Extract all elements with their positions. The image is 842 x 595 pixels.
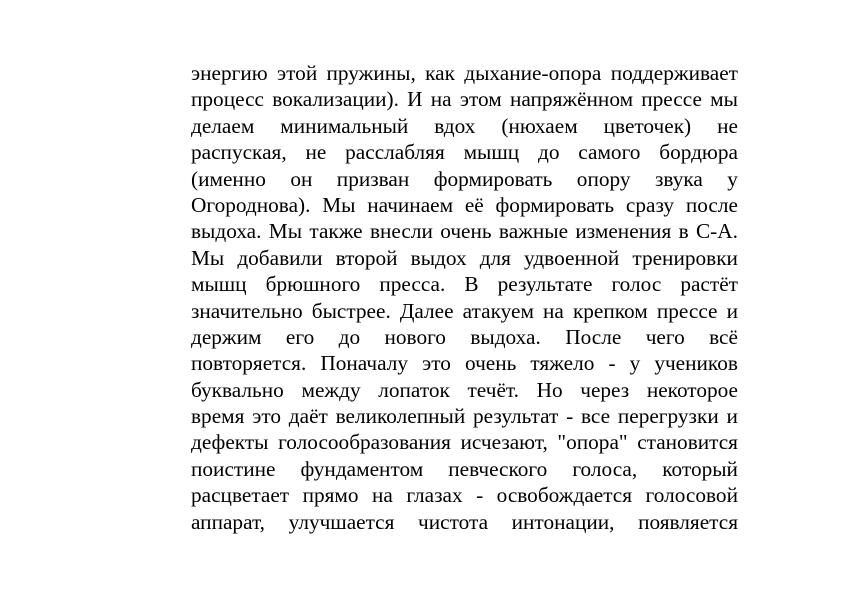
text-line <box>191 192 738 218</box>
text-word: С-А. <box>695 219 738 244</box>
text-word: у <box>727 166 738 191</box>
text-word: фундаментом <box>300 456 424 481</box>
text-word: тяжело <box>530 351 595 376</box>
text-word: голос <box>611 272 662 297</box>
text-word: нового <box>384 324 446 349</box>
text-word: выдоха. <box>191 219 262 244</box>
text-word: в <box>678 219 689 244</box>
text-word: поистине <box>191 456 276 481</box>
text-word: важные <box>498 219 569 244</box>
text-word: опору <box>576 166 631 191</box>
text-line <box>191 403 738 429</box>
text-word: формировать <box>433 166 553 191</box>
text-word: результате <box>497 272 593 297</box>
text-line <box>191 482 738 508</box>
text-word: Мы <box>191 245 225 270</box>
text-word: делаем <box>191 113 255 138</box>
text-word: всё <box>709 324 738 349</box>
text-word: держим <box>191 324 262 349</box>
text-word: вокализации). <box>272 87 399 112</box>
text-word: великолепный <box>335 404 466 429</box>
text-word: прессе <box>641 87 702 112</box>
text-word: Мы <box>322 192 356 217</box>
text-word: расслабляя <box>345 140 445 165</box>
text-word: Но <box>536 377 563 402</box>
text-word: (именно <box>191 166 266 191</box>
text-line <box>191 298 738 324</box>
text-word: И <box>407 87 423 112</box>
text-word: на <box>543 298 564 323</box>
text-word: некоторое <box>646 377 738 402</box>
text-word: энергию <box>191 61 268 85</box>
text-word: этой <box>277 61 318 85</box>
text-line <box>191 139 738 165</box>
text-word: и <box>726 298 738 323</box>
body-text <box>191 60 738 535</box>
text-word: Поначалу <box>320 351 409 376</box>
text-word: повторяется. <box>191 351 307 376</box>
text-word: распуская, <box>191 140 287 165</box>
text-word: певческого <box>448 456 548 481</box>
text-word: его <box>285 324 315 349</box>
text-line <box>191 509 738 535</box>
text-word: растёт <box>680 272 738 297</box>
text-word: аппарат, <box>191 509 265 534</box>
text-word: крепком <box>572 298 648 323</box>
text-word: цветочек) <box>603 113 692 138</box>
text-word: минимальный <box>280 113 409 138</box>
text-word: формировать <box>495 192 615 217</box>
text-line <box>191 377 738 403</box>
text-word: после <box>685 192 738 217</box>
text-word: Мы <box>268 219 303 244</box>
text-word: (нюхаем <box>501 113 578 138</box>
text-word: Огороднова). <box>191 192 311 217</box>
text-word: атакуем <box>462 298 534 323</box>
text-word: изменения <box>575 219 672 244</box>
text-word: как <box>425 61 455 85</box>
text-word: "опора" <box>557 430 628 455</box>
text-word: глазах <box>406 483 463 508</box>
text-word: интонации, <box>511 509 615 534</box>
text-word: между <box>301 377 361 402</box>
text-word: у <box>629 351 641 376</box>
text-word: голосообразования <box>278 430 451 455</box>
text-word: начинаем <box>367 192 454 217</box>
text-word: После <box>565 324 622 349</box>
text-line <box>191 350 738 376</box>
text-word: мышц <box>191 272 247 297</box>
text-line <box>191 218 738 244</box>
text-word: учеников <box>654 351 738 376</box>
text-word: выдох <box>410 245 467 270</box>
text-word: поддерживает <box>610 61 738 85</box>
text-word: быстрее. <box>311 298 391 323</box>
text-word: её <box>464 192 484 217</box>
text-word: призван <box>336 166 410 191</box>
text-word: прямо <box>302 483 359 508</box>
text-line <box>191 113 738 139</box>
text-word: голосовой <box>645 483 738 508</box>
text-word: на <box>430 87 452 112</box>
text-line <box>191 166 738 192</box>
text-word: звука <box>654 166 703 191</box>
text-word: время <box>191 404 245 429</box>
text-word: этом <box>459 87 502 112</box>
text-line <box>191 324 738 350</box>
text-word: брюшного <box>265 272 361 297</box>
text-word: - <box>566 404 574 429</box>
text-word: буквально <box>191 377 284 402</box>
text-line <box>191 271 738 297</box>
text-word: добавили <box>237 245 323 270</box>
text-word: все <box>580 404 611 429</box>
text-word: не <box>305 140 327 165</box>
text-word: внесли <box>369 219 433 244</box>
text-word: процесс <box>191 87 264 112</box>
text-word: чего <box>645 324 685 349</box>
text-word: до <box>537 140 560 165</box>
text-word: улучшается <box>288 509 395 534</box>
text-word: - <box>476 483 484 508</box>
text-word: он <box>290 166 313 191</box>
text-word: это <box>422 351 451 376</box>
text-word: чистота <box>418 509 489 534</box>
text-word: выдоха. <box>470 324 541 349</box>
text-word: появляется <box>638 509 738 534</box>
text-word: тренировки <box>632 245 738 270</box>
text-word: пружины, <box>326 61 416 85</box>
text-line <box>191 429 738 455</box>
text-line <box>191 60 738 86</box>
text-word: это <box>252 404 282 429</box>
text-word: до <box>338 324 361 349</box>
text-word: очень <box>440 219 492 244</box>
text-word: и <box>726 404 738 429</box>
text-word: дыхание-опора <box>464 61 602 85</box>
text-word: напряжённом <box>509 87 634 112</box>
text-word: прессе <box>656 298 718 323</box>
text-word: лопаток <box>378 377 450 402</box>
text-word: вдох <box>434 113 476 138</box>
text-word: для <box>479 245 511 270</box>
text-word: результат <box>473 404 559 429</box>
text-word: сразу <box>625 192 675 217</box>
text-word: очень <box>464 351 517 376</box>
text-word: также <box>309 219 363 244</box>
text-word: дефекты <box>191 430 269 455</box>
text-word: не <box>717 113 738 138</box>
text-word: мы <box>710 87 738 112</box>
text-word: на <box>372 483 393 508</box>
text-line <box>191 456 738 482</box>
text-word: течёт. <box>467 377 519 402</box>
text-word: расцветает <box>191 483 290 508</box>
text-word: Далее <box>399 298 454 323</box>
text-word: даёт <box>288 404 328 429</box>
text-word: бордюра <box>659 140 738 165</box>
text-word: голоса, <box>572 456 638 481</box>
text-word: значительно <box>191 298 303 323</box>
text-word: В <box>464 272 479 297</box>
text-word: удвоенной <box>524 245 620 270</box>
text-word: самого <box>578 140 641 165</box>
text-word: исчезают, <box>460 430 548 455</box>
text-word: пресса. <box>379 272 446 297</box>
text-word: который <box>662 456 738 481</box>
text-word: второй <box>335 245 398 270</box>
text-line <box>191 86 738 112</box>
text-word: через <box>580 377 630 402</box>
text-word: освобождается <box>496 483 633 508</box>
text-word: перегрузки <box>617 404 719 429</box>
text-line <box>191 245 738 271</box>
text-word: - <box>608 351 616 376</box>
text-word: становится <box>637 430 738 455</box>
text-word: мышц <box>463 140 520 165</box>
